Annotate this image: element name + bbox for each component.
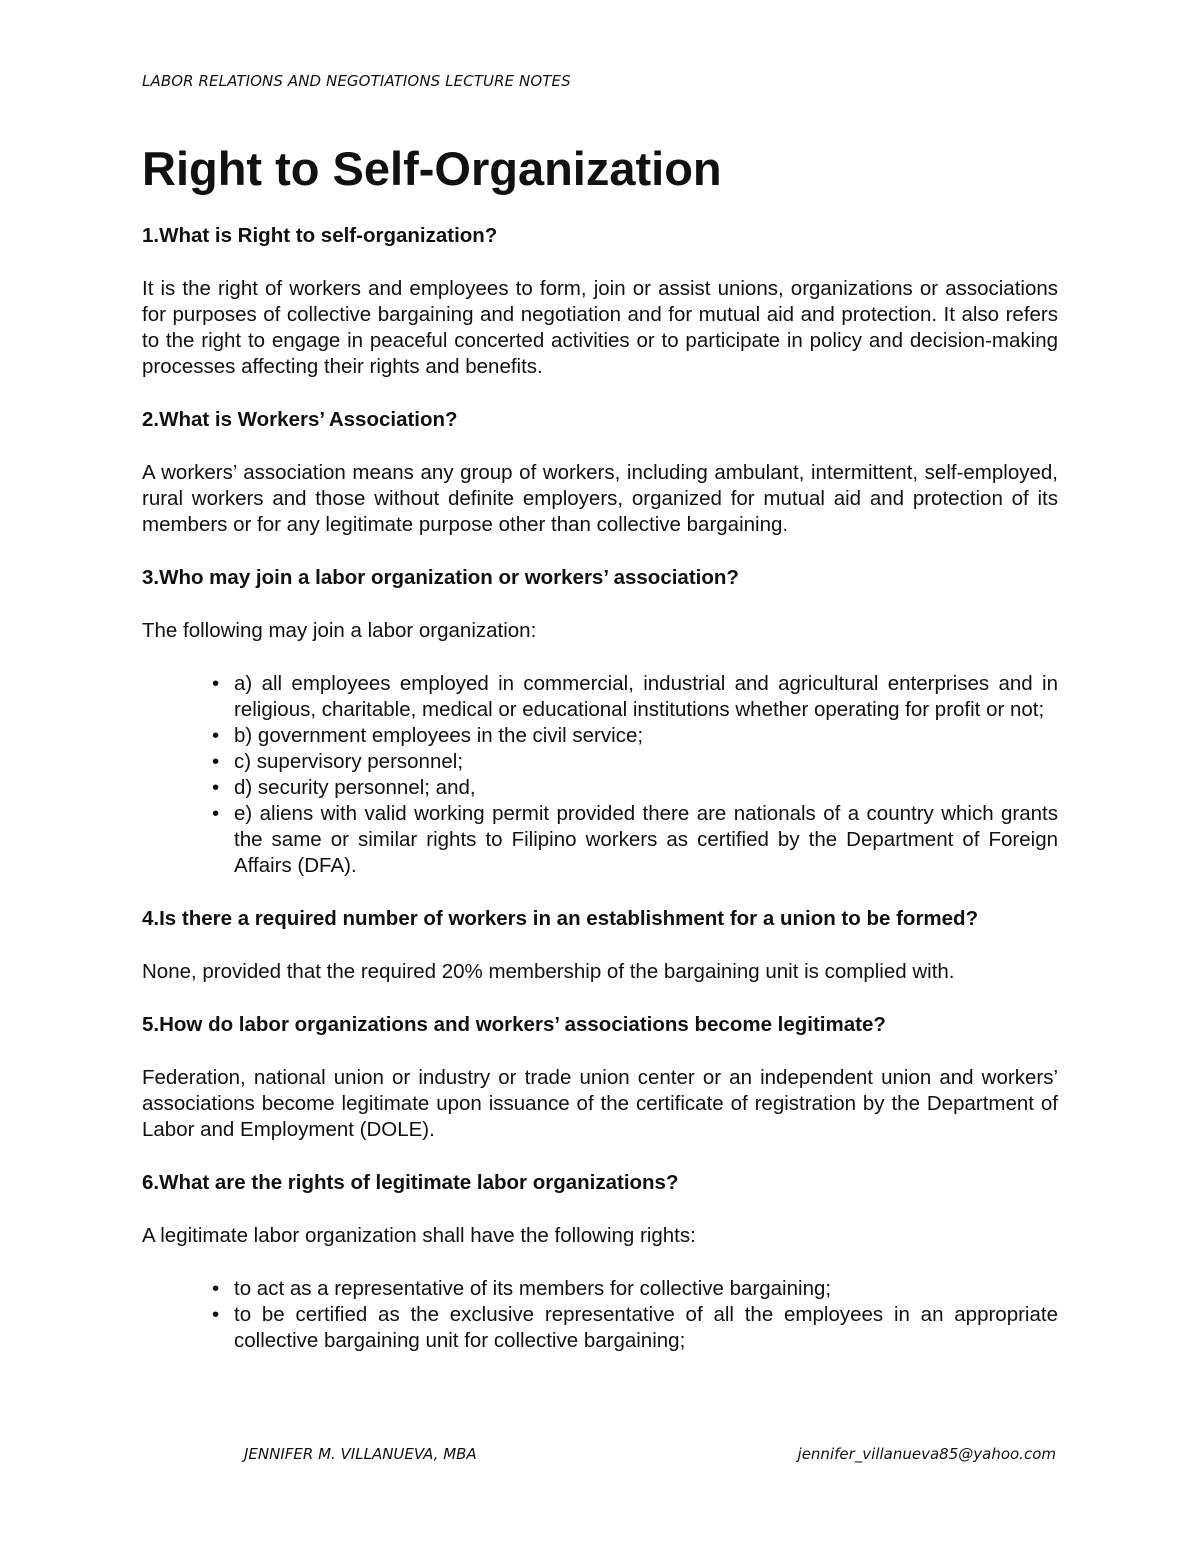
eligibility-list bbox=[142, 671, 1058, 879]
answer-5: Federation, national union or industry or trade union center or an independent union and workers’ associations become legitimate upon issuance of the certificate of registration by the Department of Labor and Employment (DOLE). bbox=[142, 1066, 1058, 1141]
page-title: Right to Self-Organization bbox=[142, 142, 722, 195]
bullet-icon: • bbox=[212, 776, 220, 799]
list-item: • d) security personnel; and, bbox=[212, 776, 476, 799]
answer-6: A legitimate labor organization shall have the following rights: bbox=[142, 1224, 696, 1247]
bullet-icon: • bbox=[212, 1277, 220, 1300]
answer-3: The following may join a labor organization: bbox=[142, 619, 537, 642]
question-6: 6.What are the rights of legitimate labor organizations? bbox=[142, 1171, 679, 1194]
list-item: • to be certified as the exclusive representative of all the employees in an appropriate collective bargaining unit for collective bargaining; bbox=[212, 1303, 1058, 1352]
bullet-icon: • bbox=[212, 724, 220, 747]
bullet-icon: • bbox=[212, 1303, 220, 1326]
page-header: LABOR RELATIONS AND NEGOTIATIONS LECTURE NOTES bbox=[142, 72, 571, 90]
question-1: 1.What is Right to self-organization? bbox=[142, 224, 498, 247]
bullet-icon: • bbox=[212, 750, 220, 773]
list-item: • b) government employees in the civil service; bbox=[212, 724, 644, 747]
list-item: • to act as a representative of its members for collective bargaining; bbox=[212, 1277, 832, 1300]
answer-4: None, provided that the required 20% membership of the bargaining unit is complied with. bbox=[142, 960, 955, 983]
question-4: 4.Is there a required number of workers in an establishment for a union to be formed? bbox=[142, 907, 979, 930]
rights-list bbox=[142, 1276, 1058, 1354]
answer-2: A workers’ association means any group of workers, including ambulant, intermittent, self-employed, rural workers and those without definite employers, organized for mutual aid and protection of its members or for any legitimate purpose other than collective bargaining. bbox=[142, 461, 1058, 536]
bullet-icon: • bbox=[212, 802, 220, 825]
question-5: 5.How do labor organizations and workers’ associations become legitimate? bbox=[142, 1013, 886, 1036]
list-item: • e) aliens with valid working permit provided there are nationals of a country which grants the same or similar rights to Filipino workers as certified by the Department of Foreign Affairs (DFA). bbox=[212, 802, 1058, 877]
answer-1: It is the right of workers and employees to form, join or assist unions, organizations or associations for purposes of collective bargaining and negotiation and for mutual aid and protection. It also refers to the right to engage in peaceful concerted activities or to participate in policy and decision-making processes affecting their rights and benefits. bbox=[142, 277, 1058, 378]
bullet-icon: • bbox=[212, 672, 220, 695]
list-item: • a) all employees employed in commercial, industrial and agricultural enterprises and in religious, charitable, medical or educational institutions whether operating for profit or not; bbox=[212, 672, 1058, 721]
list-item: • c) supervisory personnel; bbox=[212, 750, 464, 773]
question-2: 2.What is Workers’ Association? bbox=[142, 408, 458, 431]
footer-author: JENNIFER M. VILLANUEVA, MBA bbox=[244, 1445, 477, 1463]
question-3: 3.Who may join a labor organization or workers’ association? bbox=[142, 566, 739, 589]
document-body bbox=[142, 223, 1058, 1381]
footer-email: jennifer_villanueva85@yahoo.com bbox=[797, 1445, 1056, 1463]
